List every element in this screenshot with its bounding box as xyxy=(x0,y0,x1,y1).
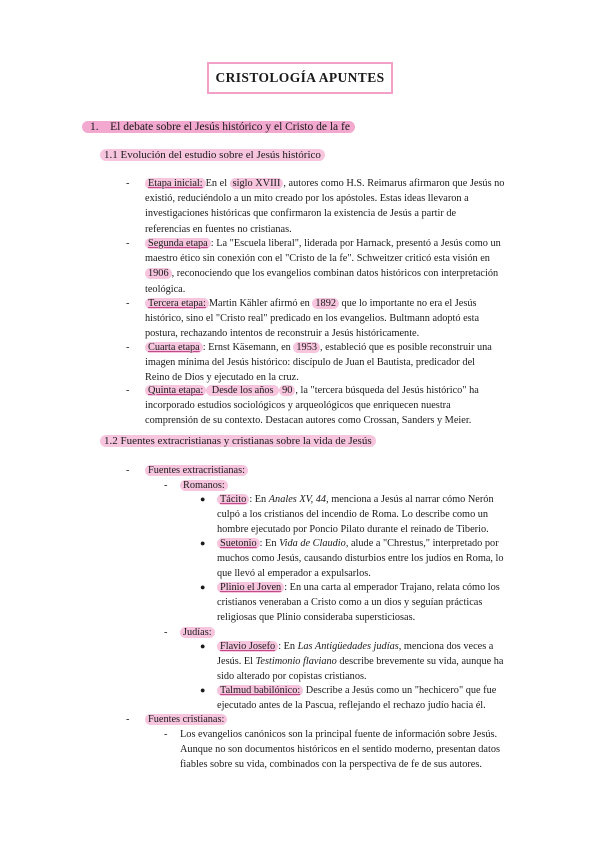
fuentes-cristianas-label: Fuentes cristianas: xyxy=(145,712,227,727)
list-item-tercera-etapa: Tercera etapa: Martin Kähler afirmó en 1892 que lo importante no era el Jesús histórico, sino el "Cristo real" predicado en los evangelios. Bultmann adoptó esta postura, rechazando intentos de reconstruir a Jesús históricamente. xyxy=(145,298,480,340)
quinta-etapa-label: Quinta etapa: xyxy=(145,385,206,396)
talmud-label: Talmud babilónico: xyxy=(217,685,303,696)
list-dash: - xyxy=(126,342,130,353)
list-item-tacito: Tácito : En Anales XV, 44, menciona a Jesús al narrar cómo Nerón culpó a los cristianos del incendio de Roma. Lo describe como un hombre ejecutado por Poncio Pilato durante el reinado de Tiberio. xyxy=(217,494,494,536)
list-dash: - xyxy=(164,729,168,740)
judias-label: Judías: xyxy=(180,625,215,640)
subsection-1-2-title: 1.2 Fuentes extracristianas y cristianas sobre la vida de Jesús xyxy=(100,435,376,447)
romanos-label: Romanos: xyxy=(180,478,228,493)
list-item-flavio-josefo: Flavio Josefo : En Las Antigüedades judías, menciona dos veces a Jesús. El Testimonio flaviano describe brevemente su vida, aunque ha sido alterado por copistas cristianos. xyxy=(217,641,504,683)
flavio-josefo-label: Flavio Josefo xyxy=(217,641,278,652)
quinta-etapa-year: 90 xyxy=(279,385,295,396)
section-1-heading xyxy=(82,120,355,135)
list-item-segunda-etapa: Segunda etapa : La "Escuela liberal", liderada por Harnack, presentó a Jesús como un maestro ético sin conexión con el "Cristo de la fe". Schweitzer criticó esta visión en 1906 , reconociendo que los evangelios combinan datos históricos con interpretación teológica. xyxy=(145,238,501,295)
bullet-icon: ● xyxy=(200,494,206,504)
subsection-1-1-heading xyxy=(100,148,325,163)
list-item-quinta-etapa: Quinta etapa: Desde los años 90 , la "tercera búsqueda del Jesús histórico" ha incorporado estudios sociológicos y arqueológicos que enriquecen nuestra comprensión de su contexto. Destacan autores como Crossan, Sanders y Meier. xyxy=(145,385,479,427)
list-dash: - xyxy=(126,298,130,309)
list-dash: - xyxy=(126,238,130,249)
segunda-etapa-label: Segunda etapa xyxy=(145,238,211,249)
bullet-icon: ● xyxy=(200,641,206,651)
list-item-evangelios: Los evangelios canónicos son la principal fuente de información sobre Jesús. Aunque no son documentos históricos en el sentido moderno, presentan datos fiables sobre su vida, combinados con la perspectiva de fe de sus autores. xyxy=(180,729,501,771)
segunda-etapa-year: 1906 xyxy=(145,268,172,279)
list-dash: - xyxy=(126,178,130,189)
list-item-plinio: Plinio el Joven : En una carta al emperador Trajano, relata cómo los cristianos veneraban a Cristo como a un dios y seguían prácticas religiosas que Plinio consideraba supersticiosas. xyxy=(217,582,500,624)
bullet-icon: ● xyxy=(200,582,206,592)
cuarta-etapa-year: 1953 xyxy=(293,342,320,353)
section-1-number: 1. xyxy=(90,121,99,133)
section-1-title: El debate sobre el Jesús histórico y el Cristo de la fe xyxy=(110,121,350,133)
list-dash: - xyxy=(164,627,168,638)
list-dash: - xyxy=(126,465,130,476)
list-dash: - xyxy=(126,714,130,725)
tercera-etapa-year: 1892 xyxy=(312,298,339,309)
list-dash: - xyxy=(164,480,168,491)
tercera-etapa-label: Tercera etapa: xyxy=(145,298,209,309)
list-item-etapa-inicial: Etapa inicial: En el siglo XVIII , autores como H.S. Reimarus afirmaron que Jesús no existió, reduciéndolo a un mito creado por los apóstoles. Estas ideas llevaron a investigaciones históricas que confirmaron la existencia de Jesús a partir de referencias en fuentes no cristianas. xyxy=(145,178,505,235)
plinio-label: Plinio el Joven xyxy=(217,582,284,593)
bullet-icon: ● xyxy=(200,538,206,548)
fuentes-extracristianas-label: Fuentes extracristianas: xyxy=(145,463,248,478)
list-item-talmud: Talmud babilónico: Describe a Jesús como un "hechicero" que fue ejecutado antes de la Pascua, reflejando el rechazo judío hacia él. xyxy=(217,685,497,712)
title-box xyxy=(207,62,393,94)
list-dash: - xyxy=(126,385,130,396)
etapa-inicial-year: siglo XVIII xyxy=(230,178,284,189)
bullet-icon: ● xyxy=(200,685,206,695)
cuarta-etapa-label: Cuarta etapa xyxy=(145,342,203,353)
subsection-1-1-title: 1.1 Evolución del estudio sobre el Jesús histórico xyxy=(100,149,325,161)
suetonio-label: Suetonio xyxy=(217,538,260,549)
list-item-suetonio: Suetonio : En Vida de Claudio, alude a "Chrestus," interpretado por muchos como Jesús, causando disturbios entre los judíos en Roma, lo que llevó al emperador a expulsarlos. xyxy=(217,538,504,580)
document-title: CRISTOLOGÍA APUNTES xyxy=(215,70,385,85)
etapa-inicial-label: Etapa inicial: xyxy=(145,178,206,189)
subsection-1-2-heading xyxy=(100,434,376,449)
list-item-cuarta-etapa: Cuarta etapa : Ernst Käsemann, en 1953 , estableció que es posible reconstruir una imagen mínima del Jesús histórico: discípulo de Juan el Bautista, predicador del Reino de Dios y ejecutado en la cruz. xyxy=(145,342,492,384)
tacito-label: Tácito xyxy=(217,494,249,505)
